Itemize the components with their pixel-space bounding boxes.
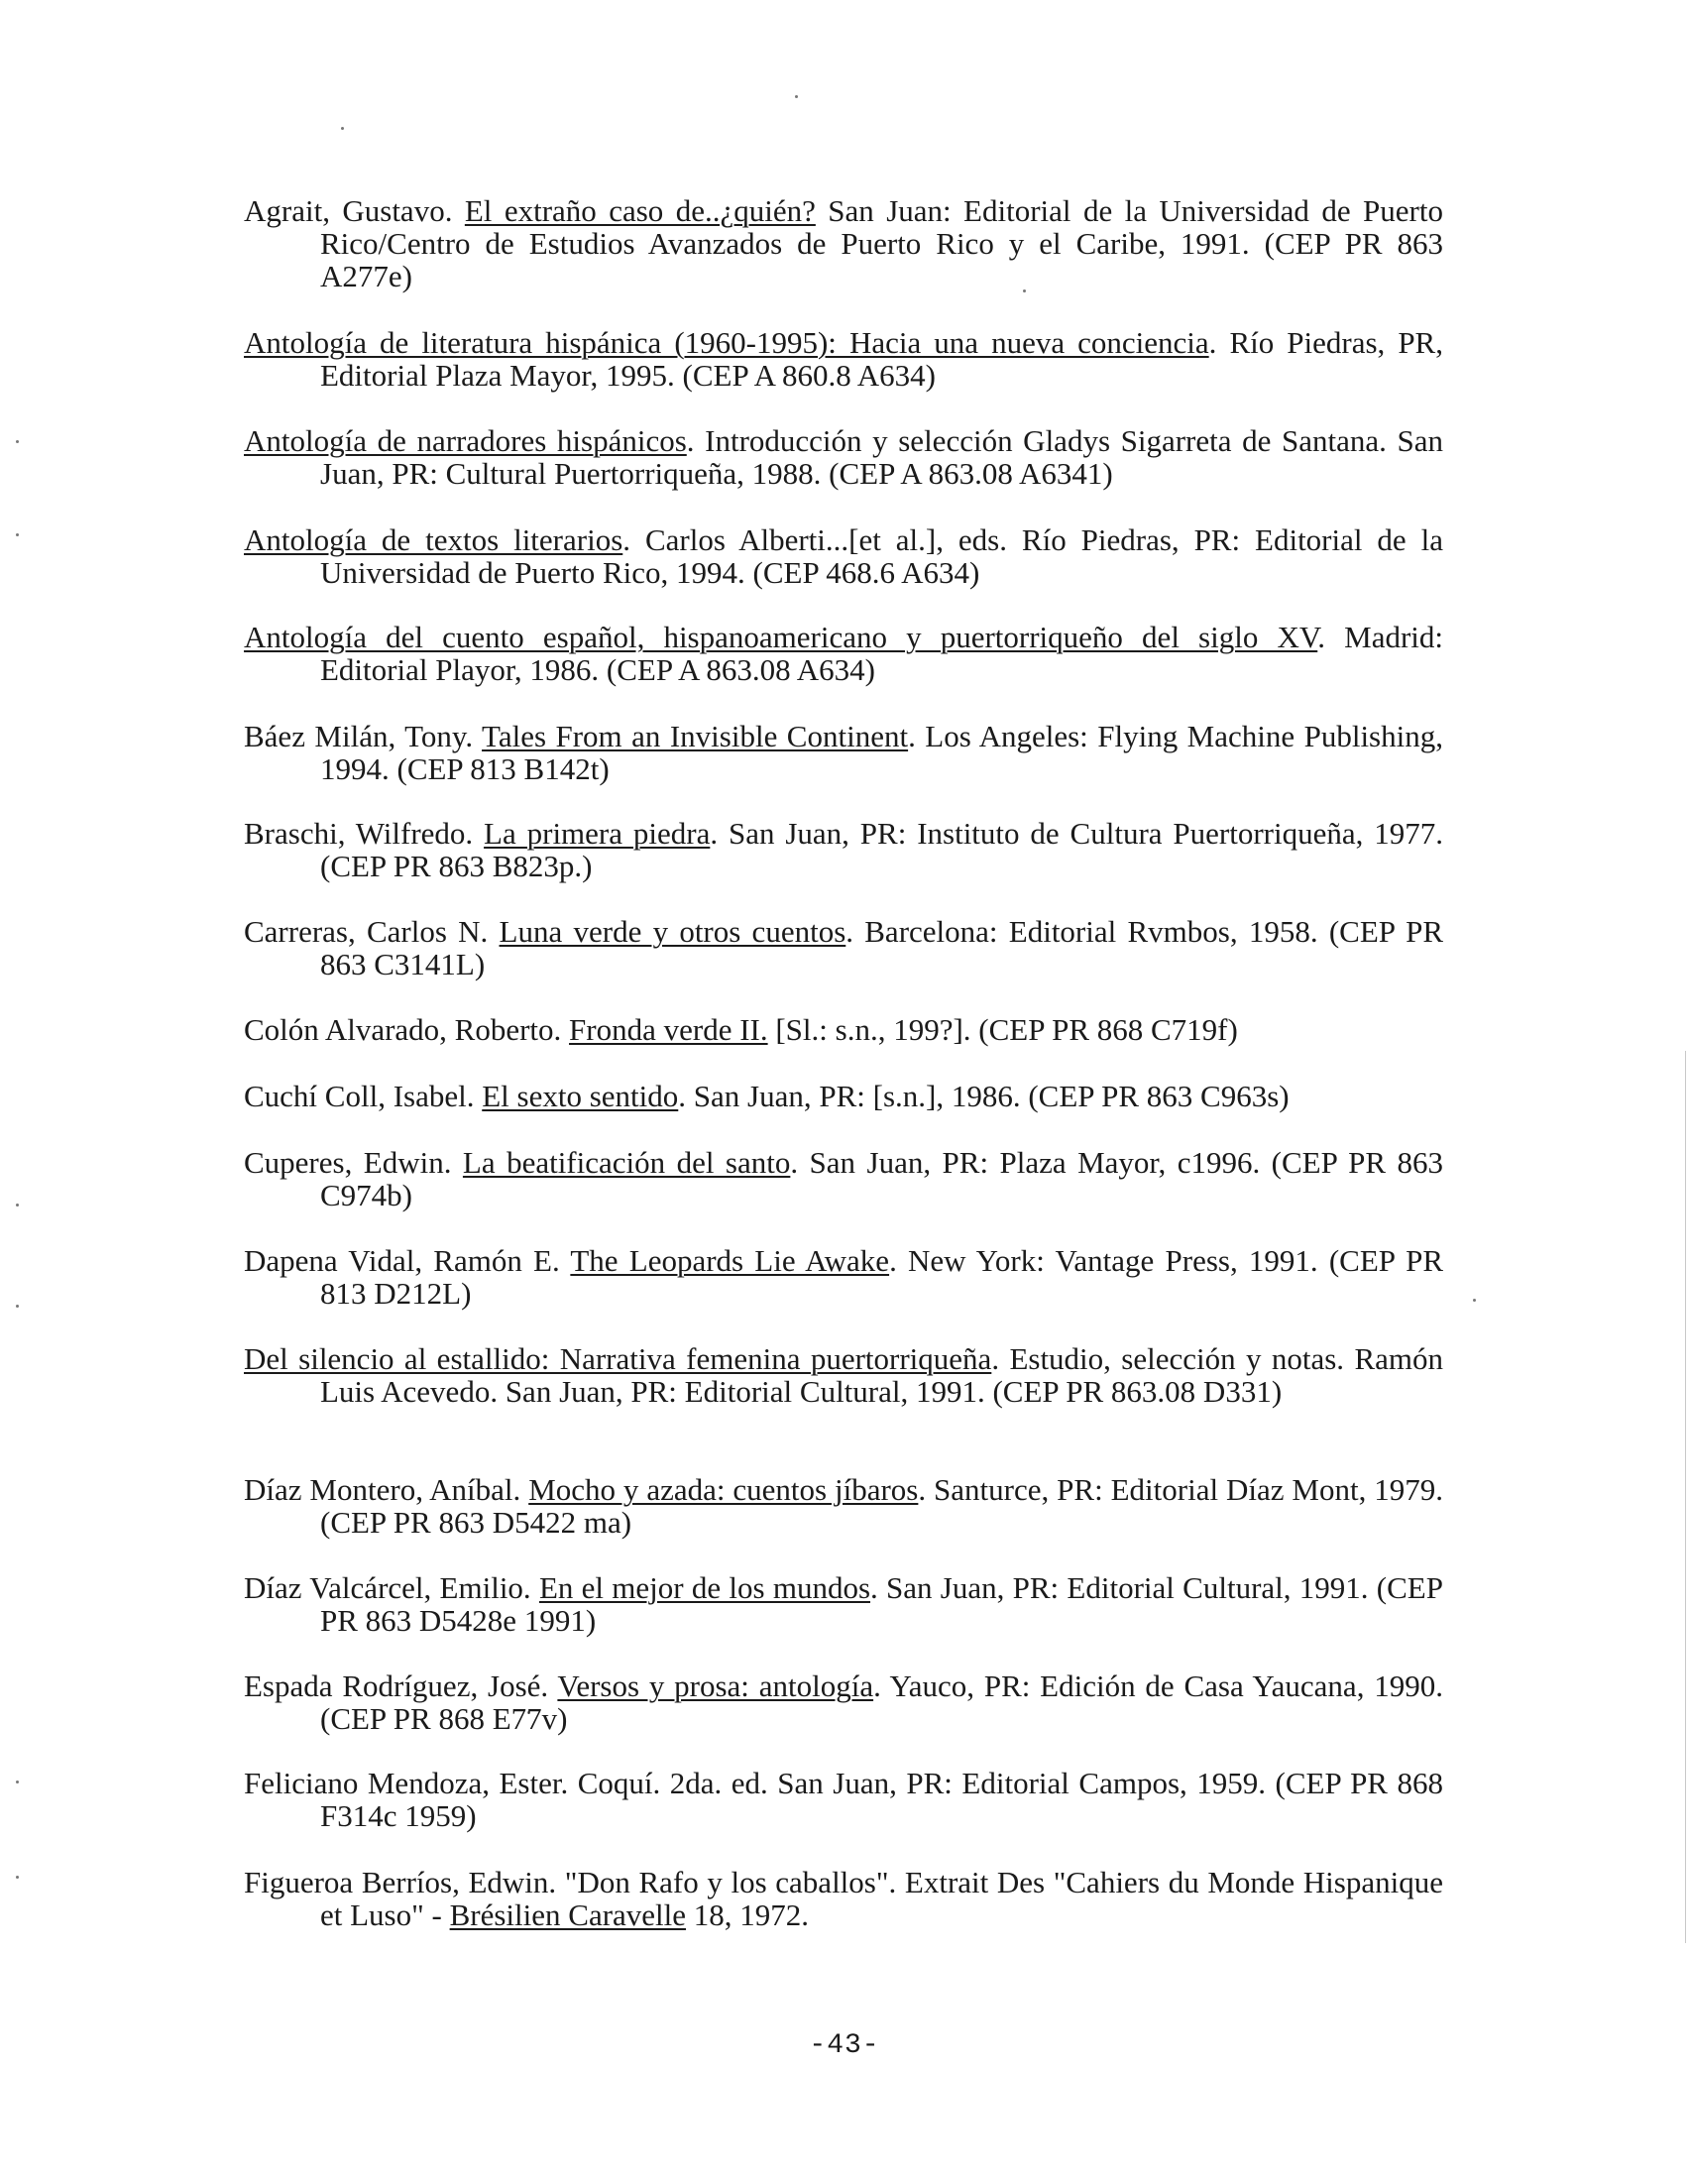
scan-speck	[795, 95, 798, 98]
bibliography-entry	[244, 1767, 1443, 1832]
entry-title: Antología de narradores hispánicos	[244, 423, 687, 458]
entry-details: . Santurce, PR: Editorial Díaz Mont, 1979. (CEP PR 863 D5422 ma)	[320, 1472, 1443, 1540]
bibliography-entry	[244, 1669, 1443, 1735]
entry-title: El extraño caso de..¿quién?	[464, 193, 816, 228]
scan-speck	[341, 127, 344, 130]
entry-details: . Río Piedras, PR, Editorial Plaza Mayor, 1995. (CEP A 860.8 A634)	[320, 325, 1443, 393]
entry-title: Tales From an Invisible Continent	[482, 719, 909, 753]
entry-details: . Yauco, PR: Edición de Casa Yaucana, 1990. (CEP PR 868 E77v)	[320, 1668, 1443, 1736]
entry-details: . Barcelona: Editorial Rvmbos, 1958. (CEP PR 863 C3141L)	[320, 914, 1444, 981]
entry-author: Dapena Vidal, Ramón E.	[244, 1243, 571, 1278]
entry-details: . New York: Vantage Press, 1991. (CEP PR 813 D212L)	[320, 1243, 1444, 1311]
entry-author: Díaz Montero, Aníbal.	[244, 1472, 529, 1507]
entry-title: Antología del cuento español, hispanoamericano y puertorriqueño del siglo XV	[244, 620, 1318, 654]
entry-title: Antología de textos literarios	[244, 522, 623, 557]
bibliography-entry	[244, 1342, 1443, 1408]
entry-author: Cuperes, Edwin.	[244, 1145, 463, 1180]
scan-speck	[16, 1781, 19, 1783]
entry-details: . San Juan, PR: [s.n.], 1986. (CEP PR 863 C963s)	[678, 1079, 1290, 1113]
scan-speck	[16, 1204, 19, 1207]
entry-title: Luna verde y otros cuentos	[499, 914, 846, 949]
entry-title: Brésilien Caravelle	[449, 1897, 687, 1932]
bibliography-entry	[244, 1473, 1443, 1539]
bibliography-entry	[244, 1571, 1443, 1637]
bibliography-entry	[244, 1244, 1443, 1310]
entry-title: La primera piedra	[484, 816, 711, 851]
entry-author: Agrait, Gustavo.	[244, 193, 465, 228]
bibliography-entry	[244, 1146, 1443, 1211]
bibliography-entry	[244, 523, 1443, 589]
entry-author: Braschi, Wilfredo.	[244, 816, 485, 851]
bibliography-entry	[244, 194, 1443, 292]
entry-author: Carreras, Carlos N.	[244, 914, 500, 949]
entry-details: [Sl.: s.n., 199?]. (CEP PR 868 C719f)	[767, 1012, 1238, 1047]
bibliography-entry	[244, 720, 1443, 785]
entry-details: . Madrid: Editorial Playor, 1986. (CEP A 863.08 A634)	[320, 620, 1443, 687]
bibliography-entry	[244, 326, 1443, 392]
entry-author: Cuchí Coll, Isabel.	[244, 1079, 483, 1113]
entry-details: San Juan: Editorial de la Universidad de Puerto Rico/Centro de Estudios Avanzados de Puerto Rico y el Caribe, 1991. (CEP PR 863 A277e)	[320, 193, 1443, 293]
scan-speck	[16, 440, 19, 443]
bibliography-entry	[244, 1080, 1443, 1112]
entry-title: Antología de literatura hispánica (1960-1995): Hacia una nueva conciencia	[244, 325, 1209, 360]
entry-details: . Estudio, selección y notas. Ramón Luis Acevedo. San Juan, PR: Editorial Cultural, 1991. (CEP PR 863.08 D331)	[320, 1341, 1443, 1409]
scan-speck	[16, 533, 19, 536]
bibliography-entry	[244, 424, 1443, 490]
scan-speck	[16, 1305, 19, 1308]
bibliography-entry	[244, 621, 1443, 686]
entry-details: 18, 1972.	[686, 1897, 810, 1932]
entry-title: La beatificación del santo	[462, 1145, 791, 1180]
entry-author: Colón Alvarado, Roberto.	[244, 1012, 570, 1047]
entry-title: El sexto sentido	[482, 1079, 679, 1113]
entry-author: Espada Rodríguez, José.	[244, 1668, 558, 1703]
scan-edge-line	[1685, 1051, 1686, 1943]
entry-title: Mocho y azada: cuentos jíbaros	[528, 1472, 919, 1507]
entry-title: The Leopards Lie Awake	[570, 1243, 890, 1278]
bibliography-entry	[244, 817, 1443, 882]
bibliography-entry	[244, 1866, 1443, 1931]
entry-details: . San Juan, PR: Instituto de Cultura Puertorriqueña, 1977. (CEP PR 863 B823p.)	[320, 816, 1443, 883]
entry-author: Díaz Valcárcel, Emilio.	[244, 1570, 539, 1605]
entry-details: . Los Angeles: Flying Machine Publishing, 1994. (CEP 813 B142t)	[320, 719, 1443, 786]
entry-details: . Carlos Alberti...[et al.], eds. Río Piedras, PR: Editorial de la Universidad de Puerto Rico, 1994. (CEP 468.6 A634)	[320, 522, 1443, 590]
scan-speck	[1473, 1299, 1476, 1302]
entry-title: Fronda verde II.	[569, 1012, 768, 1047]
entry-details: . San Juan, PR: Plaza Mayor, c1996. (CEP PR 863 C974b)	[320, 1145, 1444, 1212]
scan-speck	[16, 1876, 19, 1879]
entry-details: . San Juan, PR: Editorial Cultural, 1991. (CEP PR 863 D5428e 1991)	[320, 1570, 1443, 1638]
entry-author: Feliciano Mendoza, Ester. Coquí. 2da. ed. San Juan, PR: Editorial Campos, 1959. (CEP PR 868 F314c 1959)	[244, 1766, 1443, 1833]
entry-author: Báez Milán, Tony.	[244, 719, 483, 753]
entry-title: En el mejor de los mundos	[538, 1570, 871, 1605]
entry-title: Versos y prosa: antología	[557, 1668, 874, 1703]
entry-details: . Introducción y selección Gladys Sigarreta de Santana. San Juan, PR: Cultural Puertorriqueña, 1988. (CEP A 863.08 A6341)	[320, 423, 1443, 491]
bibliography-entry	[244, 1013, 1443, 1046]
bibliography-entry	[244, 915, 1443, 980]
entry-title: Del silencio al estallido: Narrativa femenina puertorriqueña	[244, 1341, 992, 1376]
entry-author: Figueroa Berríos, Edwin. "Don Rafo y los caballos". Extrait Des "Cahiers du Monde Hispanique et Luso" -	[244, 1865, 1443, 1932]
page-number: -43-	[809, 2030, 880, 2061]
